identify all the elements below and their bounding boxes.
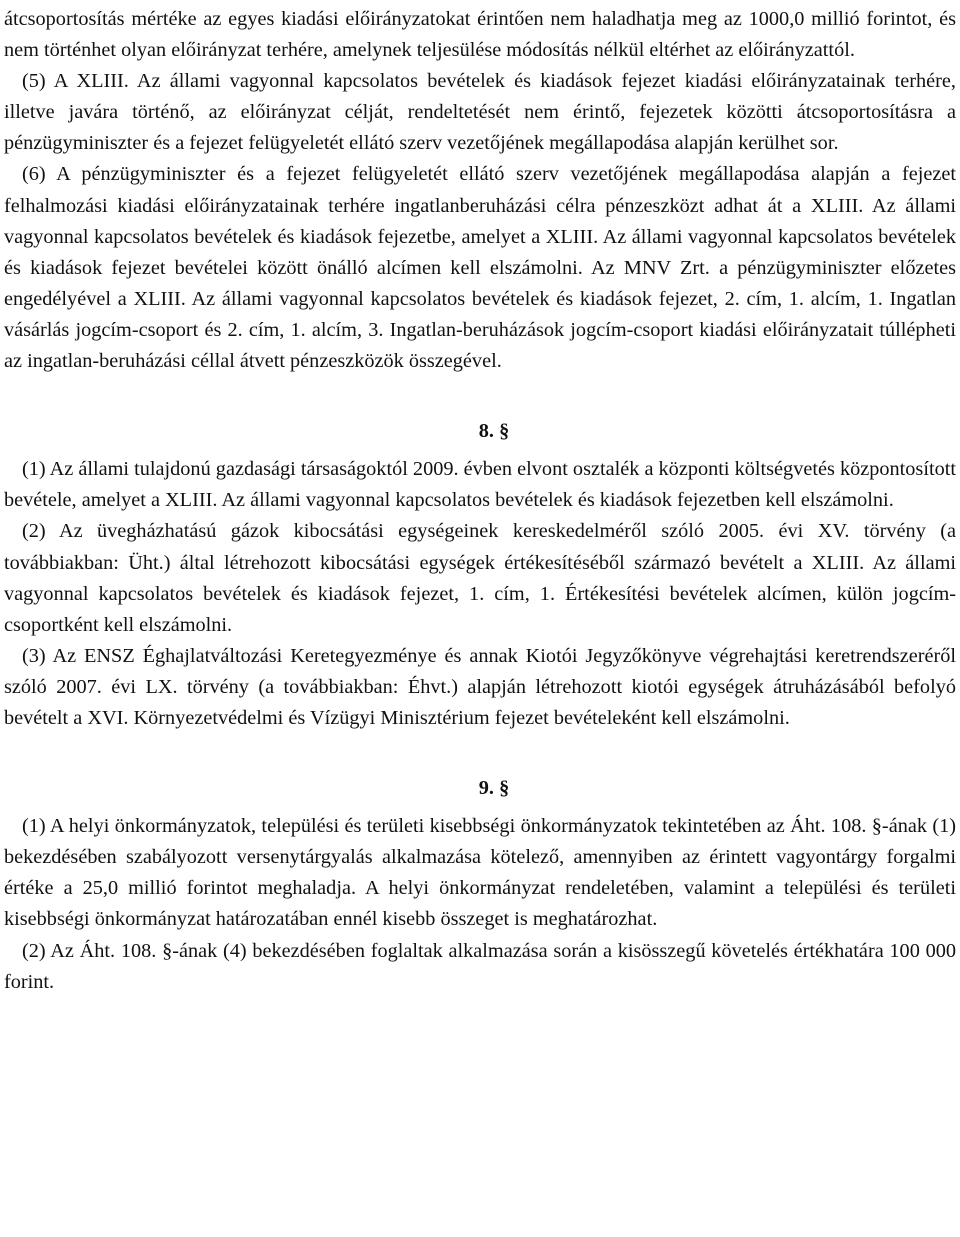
spacer	[4, 804, 956, 811]
section-9-title: 9. §	[478, 777, 510, 800]
spacer	[4, 734, 956, 773]
paragraph-continuation: átcsoportosítás mértéke az egyes kiadási előirányzatokat érintően nem haladhatja meg az 1000,0 millió forintot, és nem történhet olyan előirányzat terhére, amelynek teljesülése módosítás nélkül eltérhet az előirányzattól.	[4, 8, 956, 62]
spacer	[4, 447, 956, 454]
paragraph-6: (6) A pénzügyminiszter és a fejezet felügyeletét ellátó szerv vezetőjének megállapodása alapján a fejezet felhalmozási kiadási előirányzatainak terhére ingatlanberuházási célra pénzeszközt adhat át a XLIII. Az állami vagyonnal kapcsolatos bevételek és kiadások fejezetbe, amelyet a XLIII. Az állami vagyonnal kapcsolatos bevételek és kiadások fejezet bevételei között önálló alcímen kell elszámolni. Az MNV Zrt. a pénzügyminiszter előzetes engedélyével a XLIII. Az állami vagyonnal kapcsolatos bevételek és kiadások fejezet, 2. cím, 1. alcím, 1. Ingatlan vásárlás jogcím-csoport és 2. cím, 1. alcím, 3. Ingatlan-beruházások jogcím-csoport kiadási előirányzatait túllépheti az ingatlan-beruházási céllal átvett pénzeszközök összegével.	[4, 163, 956, 373]
paragraph-5: (5) A XLIII. Az állami vagyonnal kapcsolatos bevételek és kiadások fejezet kiadási előirányzatainak terhére, illetve javára történő, az előirányzat célját, rendeltetését nem érintő, fejezetek közötti átcsoportosításra a pénzügyminiszter és a fejezet felügyeletét ellátó szerv vezetőjének megállapodása alapján kerülhet sor.	[4, 70, 956, 155]
spacer	[4, 377, 956, 416]
section-8-paragraph-1: (1) Az állami tulajdonú gazdasági társaságoktól 2009. évben elvont osztalék a központi költségvetés központosított bevétele, amelyet a XLIII. Az állami vagyonnal kapcsolatos bevételek és kiadások fejezetben kell elszámolni.	[4, 458, 956, 512]
section-9-paragraph-2: (2) Az Áht. 108. §-ának (4) bekezdésében foglaltak alkalmazása során a kisösszegű követelés értékhatára 100 000 forint.	[4, 939, 956, 993]
section-8-paragraph-2: (2) Az üvegházhatású gázok kibocsátási egységeinek kereskedelméről szóló 2005. évi XV. törvény (a továbbiakban: Üht.) által létrehozott kibocsátási egységek értékesítéséből származó bevételt a XLIII. Az állami vagyonnal kapcsolatos bevételek és kiadások fejezet, 1. cím, 1. Értékesítési bevételek alcímen, külön jogcím-csoportként kell elszámolni.	[4, 520, 956, 636]
section-8-title: 8. §	[478, 420, 510, 443]
section-9-paragraph-1: (1) A helyi önkormányzatok, települési és területi kisebbségi önkormányzatok tekintetében az Áht. 108. §-ának (1) bekezdésében szabályozott versenytárgyalás alkalmazása kötelező, amennyiben az érintett vagyontárgy forgalmi értéke a 25,0 millió forintot meghaladja. A helyi önkormányzat rendeletében, valamint a települési és területi kisebbségi önkormányzat határozatában ennél kisebb összeget is meghatározhat.	[4, 815, 956, 931]
section-8-paragraph-3: (3) Az ENSZ Éghajlatváltozási Keretegyezménye és annak Kiotói Jegyzőkönyve végrehajtási keretrendszeréről szóló 2007. évi LX. törvény (a továbbiakban: Éhvt.) alapján létrehozott kiotói egységek átruházásából befolyó bevételt a XVI. Környezetvédelmi és Vízügyi Minisztérium fejezet bevételeként kell elszámolni.	[4, 644, 956, 729]
